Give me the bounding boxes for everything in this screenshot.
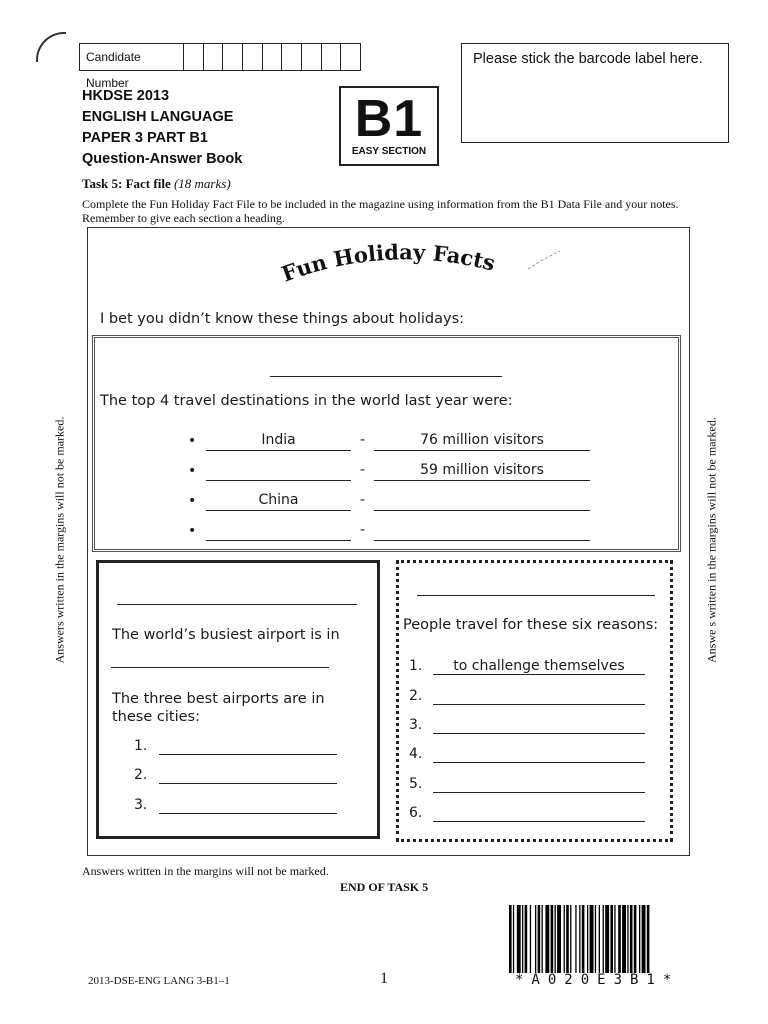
barcode-text: *A020E3B1* bbox=[515, 972, 680, 988]
dash-separator: - bbox=[360, 462, 366, 478]
svg-text:Fun Holiday Facts bbox=[278, 239, 497, 286]
barcode-bar bbox=[564, 905, 565, 973]
reason-field[interactable] bbox=[433, 717, 645, 734]
candidate-digit-cell[interactable] bbox=[184, 44, 204, 70]
barcode-bar bbox=[509, 905, 512, 973]
section-code: B1 bbox=[354, 90, 424, 148]
barcode-bar bbox=[513, 905, 514, 973]
item-number: 6. bbox=[409, 805, 423, 821]
barcode-bar bbox=[545, 905, 549, 973]
barcode-bar bbox=[525, 905, 528, 973]
task-heading bbox=[82, 176, 231, 192]
fact-file-title-text: Fun Holiday Facts bbox=[278, 239, 498, 287]
barcode-bar bbox=[535, 905, 536, 973]
exam-title-line: PAPER 3 PART B1 bbox=[82, 130, 208, 146]
barcode-bar bbox=[610, 905, 613, 973]
destination-row bbox=[188, 522, 598, 542]
reason-field[interactable]: to challenge themselves bbox=[433, 658, 645, 675]
barcode-bar bbox=[557, 905, 561, 973]
destinations-lead: The top 4 travel destinations in the world last year were: bbox=[100, 393, 513, 409]
barcode-bar bbox=[590, 905, 594, 973]
barcode-bar bbox=[582, 905, 585, 973]
best-airport-field[interactable] bbox=[159, 738, 337, 755]
barcode-bar bbox=[587, 905, 588, 973]
airports-heading-field[interactable] bbox=[117, 604, 357, 605]
task-marks: (18 marks) bbox=[173, 176, 231, 191]
dash-separator: - bbox=[360, 522, 366, 538]
candidate-digit-cell[interactable] bbox=[322, 44, 342, 70]
fact-file-title bbox=[275, 236, 515, 288]
destination-place-field[interactable]: China bbox=[206, 492, 351, 511]
section-name: EASY SECTION bbox=[351, 146, 427, 157]
item-number: 2. bbox=[134, 767, 148, 783]
destinations-heading-field[interactable] bbox=[270, 376, 502, 377]
item-number: 1. bbox=[409, 658, 423, 674]
best-airport-field[interactable] bbox=[159, 797, 337, 814]
barcode-bar bbox=[517, 905, 521, 973]
paper-code: 2013-DSE-ENG LANG 3-B1–1 bbox=[88, 975, 230, 987]
bullet-icon: • bbox=[188, 433, 197, 449]
page-number: 1 bbox=[380, 970, 388, 987]
reason-field[interactable] bbox=[433, 776, 645, 793]
barcode-bar bbox=[614, 905, 615, 973]
dash-separator: - bbox=[360, 492, 366, 508]
destination-visitors-field[interactable]: 59 million visitors bbox=[374, 462, 590, 481]
candidate-digit-cell[interactable] bbox=[204, 44, 224, 70]
barcode-bar bbox=[603, 905, 604, 973]
reason-field[interactable] bbox=[433, 805, 645, 822]
item-number: 5. bbox=[409, 776, 423, 792]
barcode-label-area bbox=[461, 43, 729, 143]
busiest-airport-field[interactable] bbox=[111, 667, 329, 668]
exam-title-line: HKDSE 2013 bbox=[82, 88, 170, 104]
left-margin-note: Answers written in the margins will not be marked. bbox=[52, 416, 67, 664]
best-airport-field[interactable] bbox=[159, 767, 337, 784]
reasons-heading-field[interactable] bbox=[417, 595, 655, 596]
candidate-digit-cell[interactable] bbox=[243, 44, 263, 70]
barcode-bar bbox=[538, 905, 541, 973]
right-margin-note: Answe s written in the margins will not be marked. bbox=[704, 417, 719, 663]
barcode-bar bbox=[595, 905, 596, 973]
section-badge bbox=[339, 86, 439, 166]
destination-place-field[interactable] bbox=[206, 462, 351, 481]
bullet-icon: • bbox=[188, 463, 197, 479]
reason-field[interactable] bbox=[433, 746, 645, 763]
barcode-bar bbox=[566, 905, 569, 973]
item-number: 4. bbox=[409, 746, 423, 762]
candidate-digit-cell[interactable] bbox=[341, 44, 360, 70]
destination-visitors-field[interactable]: 76 million visitors bbox=[374, 432, 590, 451]
barcode-bar bbox=[522, 905, 523, 973]
reason-item bbox=[409, 776, 649, 794]
item-number: 3. bbox=[134, 797, 148, 813]
barcode-bar bbox=[551, 905, 554, 973]
pen-stroke-decoration bbox=[526, 249, 562, 271]
item-number: 1. bbox=[134, 738, 148, 754]
reason-item bbox=[409, 746, 649, 764]
candidate-digit-cell[interactable] bbox=[302, 44, 322, 70]
barcode-bar bbox=[530, 905, 531, 973]
destination-place-field[interactable] bbox=[206, 522, 351, 541]
exam-title-line: Question-Answer Book bbox=[82, 151, 243, 167]
barcode-bar bbox=[647, 905, 650, 973]
best-airport-item bbox=[134, 738, 339, 756]
barcode-bar bbox=[575, 905, 576, 973]
barcode-bar bbox=[579, 905, 580, 973]
destination-row bbox=[188, 432, 598, 452]
barcode-label-instruction: Please stick the barcode label here. bbox=[473, 51, 703, 67]
margin-warning: Answers written in the margins will not be marked. bbox=[82, 864, 329, 878]
reason-item bbox=[409, 688, 649, 706]
best-airport-item bbox=[134, 767, 339, 785]
reason-item bbox=[409, 717, 649, 735]
barcode-bar bbox=[555, 905, 556, 973]
dash-separator: - bbox=[360, 432, 366, 448]
bullet-icon: • bbox=[188, 523, 197, 539]
reason-field[interactable] bbox=[433, 688, 645, 705]
barcode-bar bbox=[630, 905, 633, 973]
task-title: Task 5: Fact file bbox=[82, 176, 171, 191]
candidate-number-box[interactable] bbox=[79, 43, 361, 90]
candidate-digit-cell[interactable] bbox=[282, 44, 302, 70]
corner-mark bbox=[36, 32, 66, 62]
destination-place-field[interactable]: India bbox=[206, 432, 351, 451]
candidate-digit-cell[interactable] bbox=[263, 44, 283, 70]
destination-row bbox=[188, 492, 598, 512]
best-airports-prompt: The three best airports are in these cities: bbox=[112, 691, 325, 725]
candidate-number-label: Candidate Number bbox=[80, 44, 184, 70]
barcode-bar bbox=[542, 905, 543, 973]
destination-row bbox=[188, 462, 598, 482]
fact-file-intro: I bet you didn’t know these things about holidays: bbox=[100, 311, 465, 327]
busiest-airport-prompt: The world’s busiest airport is in bbox=[112, 627, 340, 643]
barcode-bar bbox=[627, 905, 628, 973]
barcode-bar bbox=[634, 905, 637, 973]
reason-item bbox=[409, 658, 649, 676]
barcode-bar bbox=[605, 905, 609, 973]
item-number: 2. bbox=[409, 688, 423, 704]
destination-visitors-field[interactable] bbox=[374, 492, 590, 511]
bullet-icon: • bbox=[188, 493, 197, 509]
exam-title bbox=[82, 86, 242, 170]
reasons-lead: People travel for these six reasons: bbox=[403, 617, 659, 633]
destination-visitors-field[interactable] bbox=[374, 522, 590, 541]
barcode-bar bbox=[642, 905, 646, 973]
barcode-bar bbox=[570, 905, 571, 973]
barcode-bar bbox=[618, 905, 621, 973]
exam-title-line: ENGLISH LANGUAGE bbox=[82, 109, 234, 125]
reason-item bbox=[409, 805, 649, 823]
barcode-bar bbox=[622, 905, 626, 973]
task-instructions: Complete the Fun Holiday Fact File to be included in the magazine using information from the B1 Data File and your notes. Remember to give each section a heading. bbox=[82, 197, 679, 225]
barcode-bar bbox=[599, 905, 600, 973]
end-of-task: END OF TASK 5 bbox=[340, 880, 429, 894]
candidate-digit-cell[interactable] bbox=[223, 44, 243, 70]
item-number: 3. bbox=[409, 717, 423, 733]
best-airport-item bbox=[134, 797, 339, 815]
barcode-image bbox=[508, 905, 736, 973]
barcode-bar bbox=[639, 905, 640, 973]
